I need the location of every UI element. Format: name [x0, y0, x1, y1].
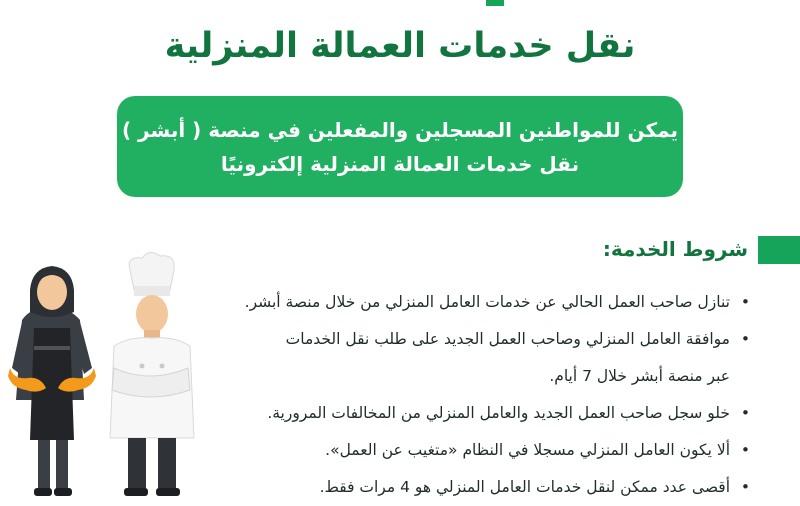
section-heading: شروط الخدمة:	[602, 237, 748, 261]
condition-item: • خلو سجل صاحب العمل الجديد والعامل المنزلي من المخالفات المرورية.	[180, 395, 750, 432]
page-title: نقل خدمات العمالة المنزلية	[164, 26, 636, 66]
maid-figure-icon	[8, 266, 96, 496]
info-banner	[117, 96, 683, 197]
banner-line-1: يمكن للمواطنين المسجلين والمفعلين في منصة ( أبشر )	[121, 117, 679, 142]
condition-item: • أقصى عدد ممكن لنقل خدمات العامل المنزلي هو 4 مرات فقط.	[180, 469, 750, 506]
chef-figure-icon	[110, 252, 194, 496]
workers-illustration	[0, 250, 205, 500]
condition-item: • تنازل صاحب العمل الحالي عن خدمات العامل المنزلي من خلال منصة أبشر.	[180, 284, 750, 321]
top-accent-bar	[486, 0, 504, 6]
conditions-list	[180, 284, 750, 506]
condition-item: • موافقة العامل المنزلي وصاحب العمل الجديد على طلب نقل الخدمات	[180, 321, 750, 358]
banner-line-2: نقل خدمات العمالة المنزلية إلكترونيًا	[220, 151, 580, 176]
condition-item-continuation: عبر منصة أبشر خلال 7 أيام.	[549, 367, 730, 385]
section-marker	[758, 236, 800, 264]
condition-item: • ألا يكون العامل المنزلي مسجلا في النظام «متغيب عن العمل».	[180, 432, 750, 469]
